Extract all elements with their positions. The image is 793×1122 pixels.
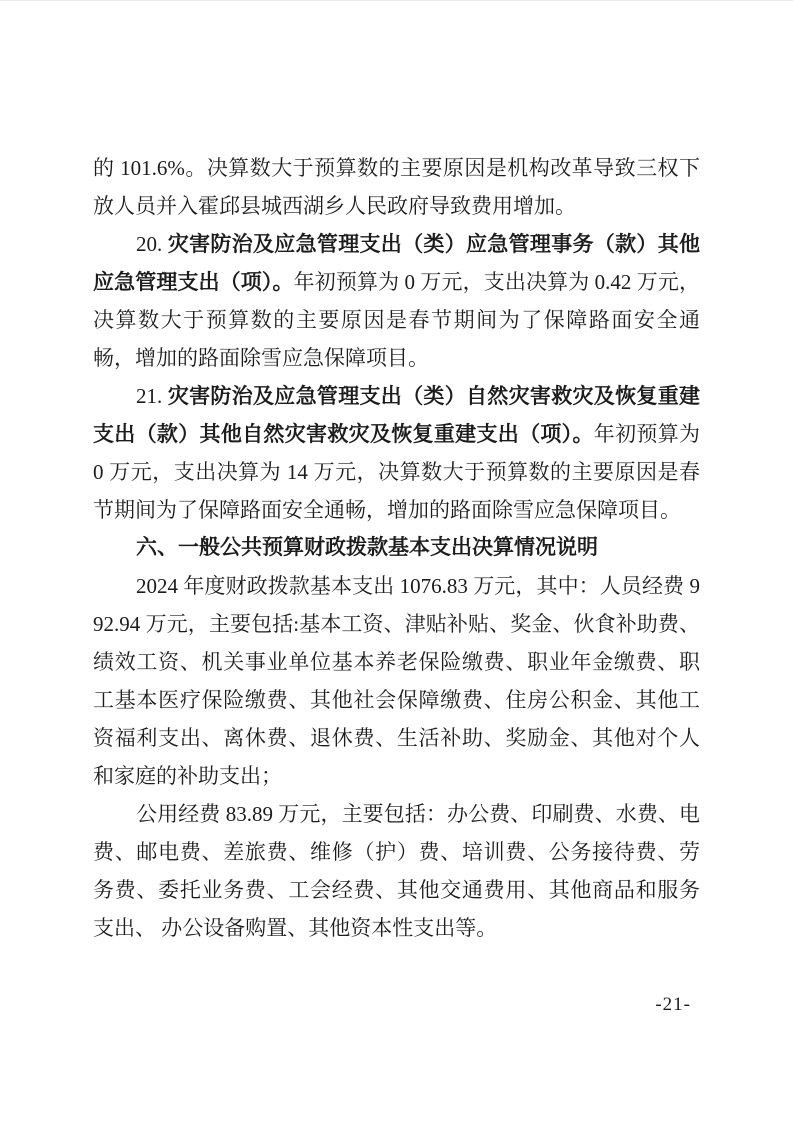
text-run: 六、一般公共预算财政拨款基本支出决算情况说明 (136, 536, 598, 559)
text-run: 公用经费 83.89 万元，主要包括：办公费、印刷费、水费、电费、邮电费、差旅费、维修（护）费、培训费、公务接待费、劳务费、委托业务费、工会经费、其他交通费用、其他商品和服务支出、 办公设备购置、其他资本性支出等。 (93, 802, 700, 940)
text-run: 年初预算为 0 万元，支出决算为 0.42 万元，决算数大于预算数的主要原因是春节期间为了保障路面安全通畅，增加的路面除雪应急保障项目。 (93, 270, 701, 370)
text-run: 灾害防治及应急管理支出（类）应急管理事务（款）其他应急管理支出（项）。 (93, 232, 701, 294)
text-run: 灾害防治及应急管理支出（类）自然灾害救灾及恢复重建支出（款）其他自然灾害救灾及恢复重建支出（项）。 (93, 384, 701, 446)
paragraph (93, 795, 700, 947)
page-number: -21- (655, 994, 691, 1015)
text-run: 20. (136, 232, 168, 256)
paragraph (93, 567, 700, 795)
document-body (93, 149, 700, 947)
paragraph (93, 377, 700, 529)
text-run: 21. (136, 384, 168, 408)
section-heading (93, 529, 700, 567)
paragraph (93, 149, 700, 225)
text-run: 的 101.6%。决算数大于预算数的主要原因是机构改革导致三权下放人员并入霍邱县城西湖乡人民政府导致费用增加。 (93, 156, 700, 218)
paragraph (93, 225, 700, 377)
text-run: 年初预算为 0 万元，支出决算为 14 万元，决算数大于预算数的主要原因是春节期间为了保障路面安全通畅，增加的路面除雪应急保障项目。 (93, 422, 701, 522)
text-run: 2024 年度财政拨款基本支出 1076.83 万元，其中：人员经费 992.94 万元，主要包括:基本工资、津贴补贴、奖金、伙食补助费、绩效工资、机关事业单位基本养老保险缴费、职业年金缴费、职工基本医疗保险缴费、其他社会保障缴费、住房公积金、其他工资福利支出、离休费、退休费、生活补助、奖励金、其他对个人和家庭的补助支出； (93, 574, 700, 788)
